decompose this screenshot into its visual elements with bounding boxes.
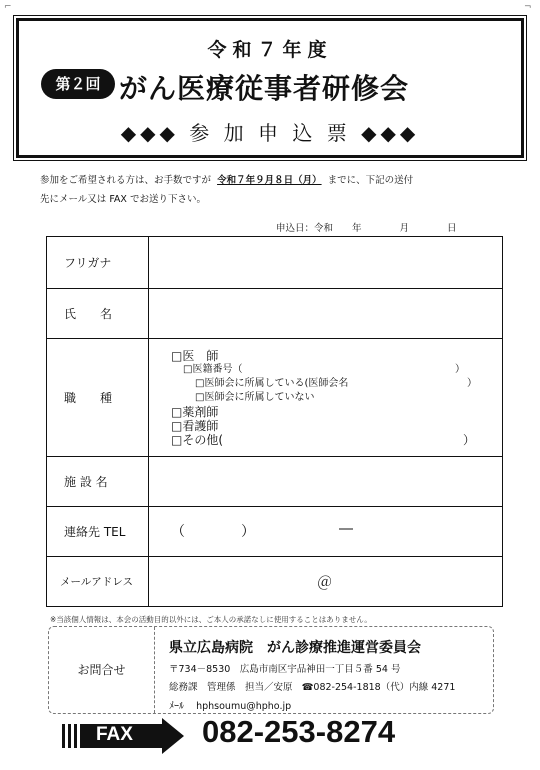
checkbox-license-number[interactable]: □医籍番号（ ） xyxy=(183,363,465,375)
contact-phone: ☎082-254-1818（代）内線 4271 xyxy=(301,682,456,693)
form-row-occupation xyxy=(47,339,503,457)
intro-text: までに、下記の送付 xyxy=(327,175,414,186)
furigana-field[interactable] xyxy=(149,237,503,289)
occupation-label: 職 種 xyxy=(47,339,149,457)
deadline-date: 令和７年９月８日（月） xyxy=(217,175,322,186)
application-form xyxy=(46,236,503,607)
contact-organization: 県立広島病院 がん診療推進運営委員会 xyxy=(169,640,421,656)
title-box xyxy=(16,18,524,158)
tel-label: 連絡先 TEL xyxy=(47,507,149,557)
tel-dash: ― xyxy=(339,521,353,537)
contact-staff-line xyxy=(169,679,455,693)
checkbox-association-member[interactable]: □医師会に所属している(医師会名 ） xyxy=(195,377,477,389)
checkbox-doctor[interactable]: □医 師 xyxy=(171,348,219,363)
email-label: メールアドレス xyxy=(47,557,149,607)
tel-field[interactable] xyxy=(149,507,503,557)
name-label: 氏 名 xyxy=(47,289,149,339)
form-subtitle: ◆◆◆ 参 加 申 込 票 ◆◆◆ xyxy=(120,121,420,145)
fax-label: FAX xyxy=(96,724,133,745)
intro-line-2: 先にメール又は FAX でお送り下さい。 xyxy=(40,194,206,205)
fax-number: 082-253-8274 xyxy=(202,714,396,749)
name-field[interactable] xyxy=(149,289,503,339)
contact-email-label: ﾒｰﾙ xyxy=(169,701,184,712)
crop-mark: ⌐ xyxy=(4,2,12,12)
contact-box xyxy=(48,626,494,714)
session-badge: 第２回 xyxy=(41,69,115,99)
checkbox-pharmacist[interactable]: □薬剤師 xyxy=(171,404,219,419)
form-row-facility xyxy=(47,457,503,507)
checkbox-not-member[interactable]: □医師会に所属していない xyxy=(195,391,315,403)
contact-address: 〒734－8530 広島市南区宇品神田一丁目５番 54 号 xyxy=(169,664,401,675)
privacy-note: ※当該個人情報は、本会の活動目的以外には、ご本人の承諾なしに使用することはありません。 xyxy=(50,615,372,624)
fiscal-year: 令和７年度 xyxy=(207,39,333,61)
contact-label: お問合せ xyxy=(49,627,155,713)
tel-paren-close: ） xyxy=(241,524,255,540)
crop-mark: ¬ xyxy=(524,2,532,12)
form-row-name xyxy=(47,289,503,339)
application-date: 申込日：令和 年 月 日 xyxy=(276,223,457,234)
contact-staff: 総務課 管理係 担当／安原 xyxy=(169,682,293,693)
furigana-label: フリガナ xyxy=(47,237,149,289)
form-row-furigana xyxy=(47,237,503,289)
facility-label: 施 設 名 xyxy=(47,457,149,507)
fax-arrow-banner xyxy=(62,718,184,758)
checkbox-other[interactable]: □その他( ） xyxy=(171,432,476,447)
seminar-title: がん医療従事者研修会 xyxy=(119,72,410,105)
form-row-tel xyxy=(47,507,503,557)
tel-paren-open: （ xyxy=(171,524,185,540)
at-sign: ＠ xyxy=(317,573,333,591)
email-field[interactable] xyxy=(149,557,503,607)
facility-field[interactable] xyxy=(149,457,503,507)
contact-email[interactable]: hphsoumu@hpho.jp xyxy=(196,701,292,712)
intro-line-1 xyxy=(40,172,413,186)
intro-text: 参加をご希望される方は、お手数ですが xyxy=(40,175,212,186)
occupation-options xyxy=(149,339,503,457)
contact-email-line xyxy=(169,697,291,712)
checkbox-nurse[interactable]: □看護師 xyxy=(171,418,219,433)
form-row-email xyxy=(47,557,503,607)
